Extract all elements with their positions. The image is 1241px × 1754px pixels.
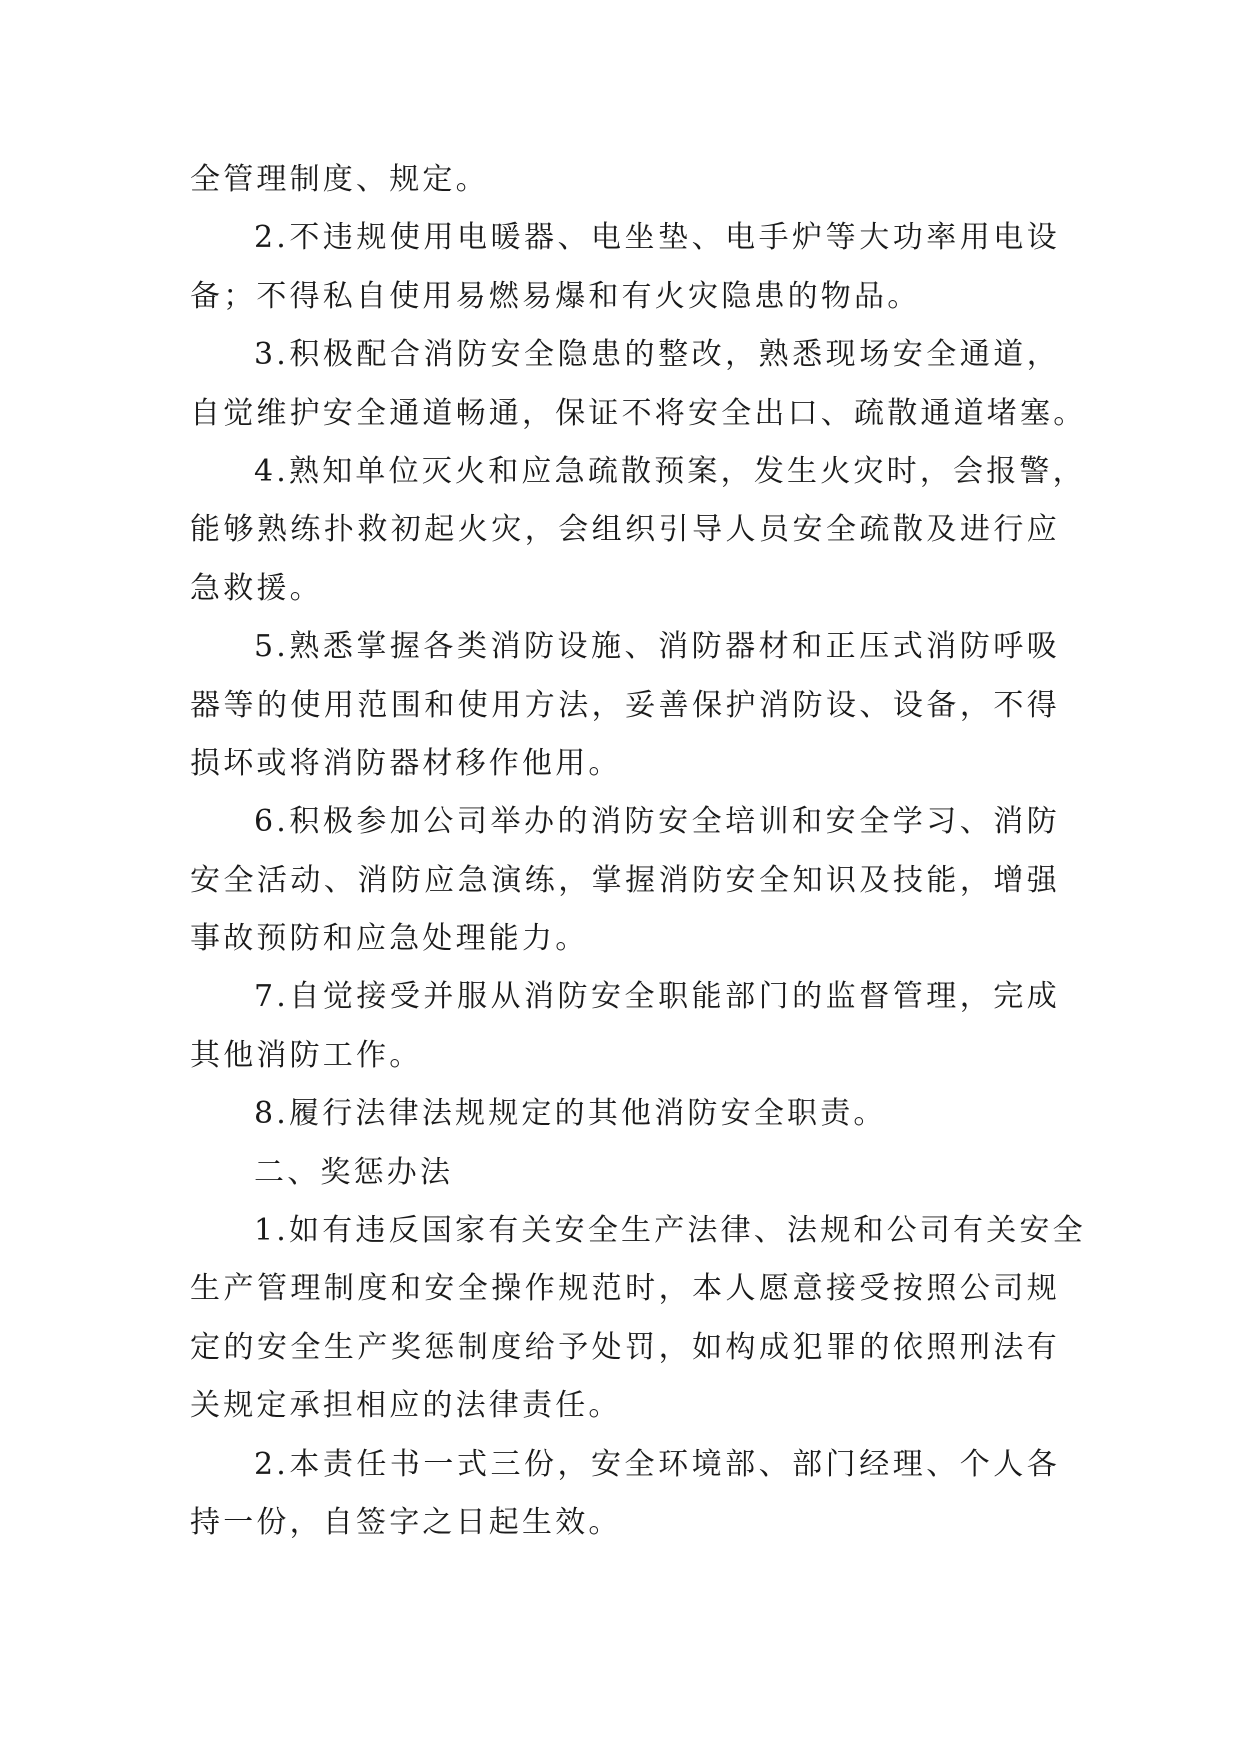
text-line: 定的安全生产奖惩制度给予处罚，如构成犯罪的依照刑法有 [190, 1329, 1060, 1365]
text-line: 备；不得私自使用易燃易爆和有火灾隐患的物品。 [190, 278, 921, 314]
document-body [190, 151, 1087, 1552]
text-line: 安全活动、消防应急演练，掌握消防安全知识及技能，增强 [190, 862, 1060, 898]
text-line: 1.如有违反国家有关安全生产法律、法规和公司有关安全 [254, 1213, 1086, 1249]
text-line: 3.积极配合消防安全隐患的整改，熟悉现场安全通道， [254, 337, 1060, 373]
text-line: 自觉维护安全通道畅通，保证不将安全出口、疏散通道堵塞。 [190, 395, 1087, 431]
text-line: 5.熟悉掌握各类消防设施、消防器材和正压式消防呼吸 [254, 629, 1060, 665]
text-line: 能够熟练扑救初起火灾，会组织引导人员安全疏散及进行应 [190, 512, 1060, 548]
text-line: 损坏或将消防器材移作他用。 [190, 745, 622, 781]
text-line: 关规定承担相应的法律责任。 [190, 1388, 622, 1424]
text-line: 全管理制度、规定。 [190, 162, 489, 197]
text-line: 2.本责任书一式三份，安全环境部、部门经理、个人各 [254, 1446, 1060, 1482]
text-line: 器等的使用范围和使用方法，妥善保护消防设、设备，不得 [190, 687, 1060, 723]
text-line: 急救援。 [190, 570, 323, 606]
text-line: 事故预防和应急处理能力。 [190, 921, 589, 957]
text-line: 6.积极参加公司举办的消防安全培训和安全学习、消防 [254, 804, 1060, 840]
text-line: 生产管理制度和安全操作规范时，本人愿意接受按照公司规 [190, 1271, 1060, 1307]
text-line: 4.熟知单位灭火和应急疏散预案，发生火灾时，会报警， [254, 453, 1086, 489]
text-line: 其他消防工作。 [190, 1037, 423, 1073]
text-line: 持一份，自签字之日起生效。 [190, 1504, 622, 1540]
text-line: 二、奖惩办法 [254, 1154, 454, 1190]
text-line: 7.自觉接受并服从消防安全职能部门的监督管理，完成 [254, 979, 1060, 1015]
text-line: 8.履行法律法规规定的其他消防安全职责。 [254, 1096, 887, 1132]
text-line: 2.不违规使用电暖器、电坐垫、电手炉等大功率用电设 [254, 220, 1060, 256]
